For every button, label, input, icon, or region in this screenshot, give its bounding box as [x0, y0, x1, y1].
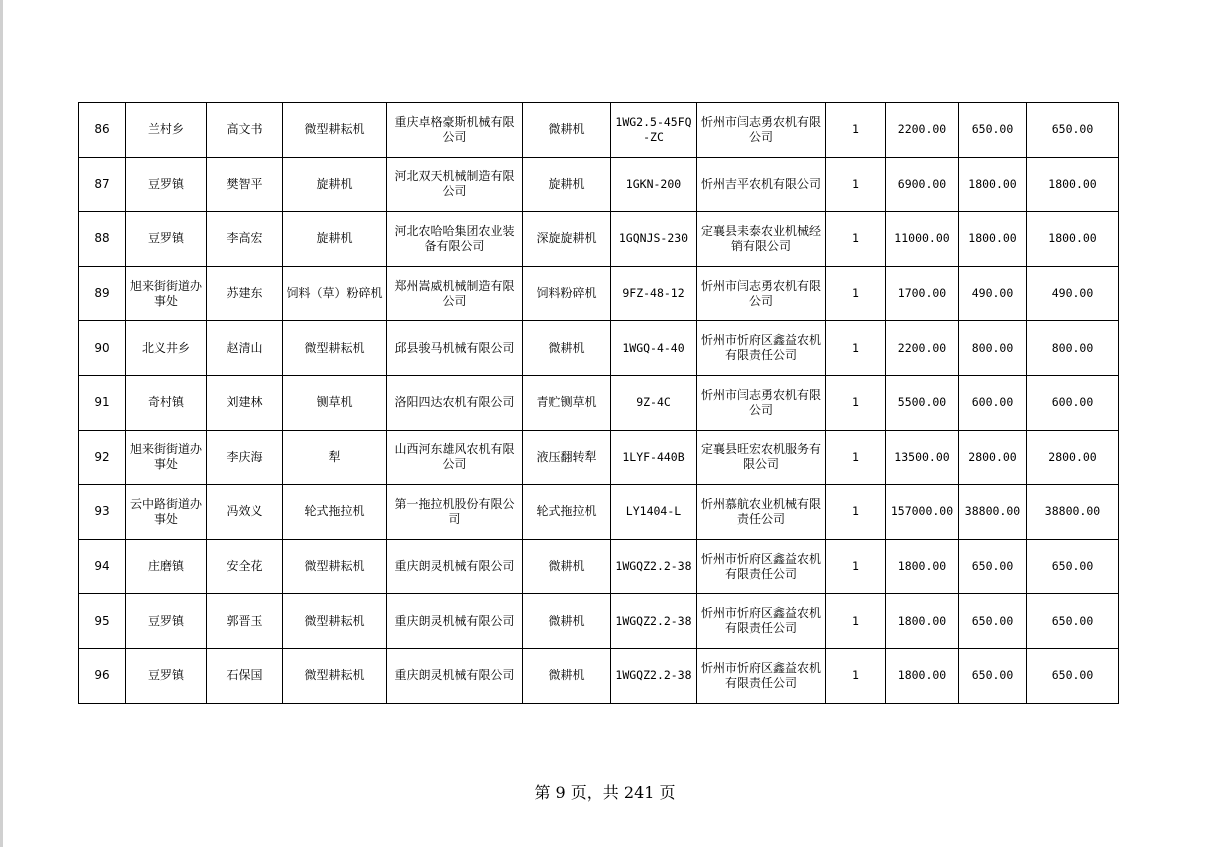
model-cell: 1WGQZ2.2-38 [611, 594, 697, 649]
total-subsidy-cell: 1800.00 [1027, 157, 1119, 212]
manufacturer-cell: 第一拖拉机股份有限公司 [387, 485, 523, 540]
subsidy-cell: 800.00 [959, 321, 1027, 376]
name-cell: 高文书 [207, 103, 283, 158]
town-cell: 豆罗镇 [126, 648, 207, 703]
row-number: 95 [79, 594, 126, 649]
quantity-cell: 1 [826, 266, 886, 321]
table-row [79, 103, 1119, 158]
product-cell: 微耕机 [523, 594, 611, 649]
total-subsidy-cell: 1800.00 [1027, 212, 1119, 267]
name-cell: 李高宏 [207, 212, 283, 267]
product-cell: 深旋旋耕机 [523, 212, 611, 267]
name-cell: 石保国 [207, 648, 283, 703]
quantity-cell: 1 [826, 539, 886, 594]
price-cell: 6900.00 [886, 157, 959, 212]
quantity-cell: 1 [826, 648, 886, 703]
manufacturer-cell: 邱县骏马机械有限公司 [387, 321, 523, 376]
town-cell: 豆罗镇 [126, 157, 207, 212]
dealer-cell: 忻州市忻府区鑫益农机有限责任公司 [697, 321, 826, 376]
total-subsidy-cell: 650.00 [1027, 648, 1119, 703]
row-number: 87 [79, 157, 126, 212]
manufacturer-cell: 山西河东雄风农机有限公司 [387, 430, 523, 485]
model-cell: 1LYF-440B [611, 430, 697, 485]
category-cell: 微型耕耘机 [283, 103, 387, 158]
total-subsidy-cell: 600.00 [1027, 375, 1119, 430]
subsidy-cell: 650.00 [959, 648, 1027, 703]
dealer-cell: 忻州市闫志勇农机有限公司 [697, 103, 826, 158]
model-cell: 1WGQZ2.2-38 [611, 539, 697, 594]
dealer-cell: 忻州市忻府区鑫益农机有限责任公司 [697, 594, 826, 649]
subsidy-cell: 650.00 [959, 539, 1027, 594]
dealer-cell: 忻州市闫志勇农机有限公司 [697, 266, 826, 321]
category-cell: 微型耕耘机 [283, 321, 387, 376]
table-row [79, 212, 1119, 267]
total-subsidy-cell: 38800.00 [1027, 485, 1119, 540]
category-cell: 铡草机 [283, 375, 387, 430]
model-cell: 1WGQ-4-40 [611, 321, 697, 376]
row-number: 92 [79, 430, 126, 485]
category-cell: 微型耕耘机 [283, 539, 387, 594]
name-cell: 李庆海 [207, 430, 283, 485]
price-cell: 5500.00 [886, 375, 959, 430]
manufacturer-cell: 河北农哈哈集团农业装备有限公司 [387, 212, 523, 267]
total-subsidy-cell: 650.00 [1027, 539, 1119, 594]
product-cell: 微耕机 [523, 103, 611, 158]
category-cell: 微型耕耘机 [283, 648, 387, 703]
row-number: 90 [79, 321, 126, 376]
subsidy-cell: 490.00 [959, 266, 1027, 321]
category-cell: 旋耕机 [283, 157, 387, 212]
price-cell: 1800.00 [886, 539, 959, 594]
name-cell: 安全花 [207, 539, 283, 594]
manufacturer-cell: 重庆朗灵机械有限公司 [387, 594, 523, 649]
price-cell: 11000.00 [886, 212, 959, 267]
model-cell: 1WG2.5-45FQ-ZC [611, 103, 697, 158]
manufacturer-cell: 郑州嵩威机械制造有限公司 [387, 266, 523, 321]
quantity-cell: 1 [826, 485, 886, 540]
total-subsidy-cell: 650.00 [1027, 594, 1119, 649]
manufacturer-cell: 河北双天机械制造有限公司 [387, 157, 523, 212]
quantity-cell: 1 [826, 157, 886, 212]
product-cell: 旋耕机 [523, 157, 611, 212]
total-subsidy-cell: 650.00 [1027, 103, 1119, 158]
quantity-cell: 1 [826, 594, 886, 649]
dealer-cell: 忻州市闫志勇农机有限公司 [697, 375, 826, 430]
table-row [79, 321, 1119, 376]
subsidy-cell: 2800.00 [959, 430, 1027, 485]
dealer-cell: 忻州市忻府区鑫益农机有限责任公司 [697, 539, 826, 594]
name-cell: 刘建林 [207, 375, 283, 430]
category-cell: 旋耕机 [283, 212, 387, 267]
subsidy-cell: 1800.00 [959, 212, 1027, 267]
product-cell: 液压翻转犁 [523, 430, 611, 485]
manufacturer-cell: 洛阳四达农机有限公司 [387, 375, 523, 430]
table-body [79, 103, 1119, 704]
name-cell: 樊智平 [207, 157, 283, 212]
name-cell: 苏建东 [207, 266, 283, 321]
table-row [79, 648, 1119, 703]
total-subsidy-cell: 490.00 [1027, 266, 1119, 321]
page-left-edge [0, 0, 3, 847]
subsidy-cell: 38800.00 [959, 485, 1027, 540]
town-cell: 旭来街街道办事处 [126, 430, 207, 485]
manufacturer-cell: 重庆朗灵机械有限公司 [387, 648, 523, 703]
price-cell: 13500.00 [886, 430, 959, 485]
dealer-cell: 定襄县耒泰农业机械经销有限公司 [697, 212, 826, 267]
quantity-cell: 1 [826, 430, 886, 485]
model-cell: 1GQNJS-230 [611, 212, 697, 267]
table-row [79, 594, 1119, 649]
page-footer: 第 9 页，共 241 页 [534, 783, 676, 802]
total-subsidy-cell: 800.00 [1027, 321, 1119, 376]
name-cell: 赵清山 [207, 321, 283, 376]
town-cell: 兰村乡 [126, 103, 207, 158]
product-cell: 饲料粉碎机 [523, 266, 611, 321]
table-row [79, 375, 1119, 430]
town-cell: 北义井乡 [126, 321, 207, 376]
town-cell: 豆罗镇 [126, 594, 207, 649]
product-cell: 微耕机 [523, 321, 611, 376]
subsidy-table [78, 102, 1119, 704]
name-cell: 冯效义 [207, 485, 283, 540]
model-cell: 1GKN-200 [611, 157, 697, 212]
row-number: 88 [79, 212, 126, 267]
table-row [79, 485, 1119, 540]
table-row [79, 266, 1119, 321]
quantity-cell: 1 [826, 375, 886, 430]
dealer-cell: 忻州市忻府区鑫益农机有限责任公司 [697, 648, 826, 703]
subsidy-cell: 600.00 [959, 375, 1027, 430]
table-row [79, 157, 1119, 212]
price-cell: 1700.00 [886, 266, 959, 321]
subsidy-cell: 650.00 [959, 594, 1027, 649]
price-cell: 157000.00 [886, 485, 959, 540]
category-cell: 饲料（草）粉碎机 [283, 266, 387, 321]
subsidy-cell: 1800.00 [959, 157, 1027, 212]
price-cell: 1800.00 [886, 648, 959, 703]
dealer-cell: 忻州吉平农机有限公司 [697, 157, 826, 212]
model-cell: 9FZ-48-12 [611, 266, 697, 321]
category-cell: 轮式拖拉机 [283, 485, 387, 540]
row-number: 89 [79, 266, 126, 321]
table-row [79, 430, 1119, 485]
table-row [79, 539, 1119, 594]
price-cell: 1800.00 [886, 594, 959, 649]
dealer-cell: 定襄县旺宏农机服务有限公司 [697, 430, 826, 485]
row-number: 93 [79, 485, 126, 540]
product-cell: 青贮铡草机 [523, 375, 611, 430]
manufacturer-cell: 重庆朗灵机械有限公司 [387, 539, 523, 594]
town-cell: 云中路街道办事处 [126, 485, 207, 540]
category-cell: 微型耕耘机 [283, 594, 387, 649]
row-number: 91 [79, 375, 126, 430]
town-cell: 豆罗镇 [126, 212, 207, 267]
town-cell: 奇村镇 [126, 375, 207, 430]
quantity-cell: 1 [826, 212, 886, 267]
subsidy-cell: 650.00 [959, 103, 1027, 158]
model-cell: 1WGQZ2.2-38 [611, 648, 697, 703]
quantity-cell: 1 [826, 321, 886, 376]
product-cell: 微耕机 [523, 648, 611, 703]
manufacturer-cell: 重庆卓格豪斯机械有限公司 [387, 103, 523, 158]
model-cell: LY1404-L [611, 485, 697, 540]
dealer-cell: 忻州慕航农业机械有限责任公司 [697, 485, 826, 540]
name-cell: 郭晋玉 [207, 594, 283, 649]
product-cell: 轮式拖拉机 [523, 485, 611, 540]
row-number: 96 [79, 648, 126, 703]
category-cell: 犁 [283, 430, 387, 485]
quantity-cell: 1 [826, 103, 886, 158]
model-cell: 9Z-4C [611, 375, 697, 430]
town-cell: 旭来街街道办事处 [126, 266, 207, 321]
product-cell: 微耕机 [523, 539, 611, 594]
price-cell: 2200.00 [886, 103, 959, 158]
town-cell: 庄磨镇 [126, 539, 207, 594]
row-number: 94 [79, 539, 126, 594]
total-subsidy-cell: 2800.00 [1027, 430, 1119, 485]
price-cell: 2200.00 [886, 321, 959, 376]
row-number: 86 [79, 103, 126, 158]
